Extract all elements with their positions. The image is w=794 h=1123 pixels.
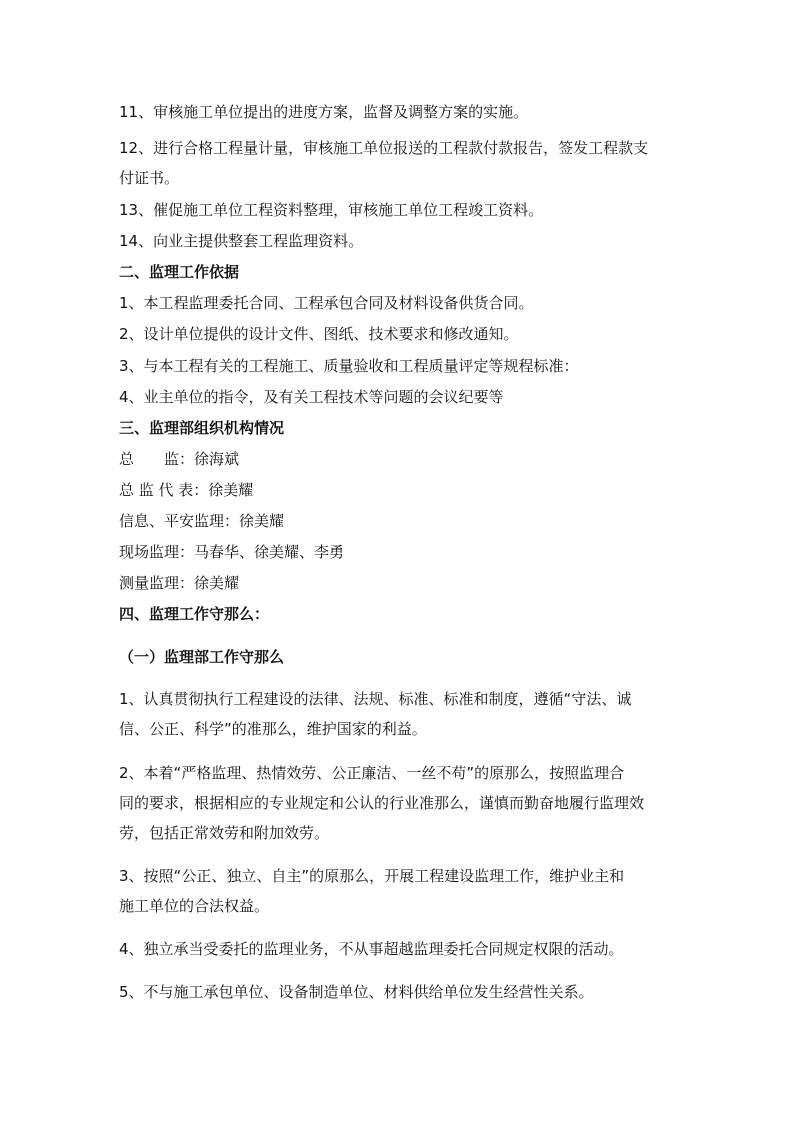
text-line: 3、按照“公正、独立、自主”的原那么，开展工程建设监理工作，维护业主和 (119, 867, 625, 885)
text-line: 施工单位的合法权益。 (119, 897, 270, 915)
text-line: 12、进行合格工程量计量，审核施工单位报送的工程款付款报告，签发工程款支 (119, 139, 649, 157)
text-line: 2、设计单位提供的设计文件、图纸、技术要求和修改通知。 (119, 325, 519, 343)
text-line: 5、不与施工承包单位、设备制造单位、材料供给单位发生经营性关系。 (119, 983, 594, 1001)
subsection-heading: （一）监理部工作守那么 (119, 648, 285, 666)
text-line: 3、与本工程有关的工程施工、质量验收和工程质量评定等规程标准： (119, 357, 579, 375)
staff-line-info-safety: 信息、平安监理：徐美耀 (119, 512, 285, 530)
section-heading: 二、监理工作依据 (119, 263, 240, 281)
text-line: 4、业主单位的指令，及有关工程技术等问题的会议纪要等 (119, 388, 504, 406)
staff-line-site: 现场监理：马春华、徐美耀、李勇 (119, 543, 345, 561)
text-line: 劳，包括正常效劳和附加效劳。 (119, 824, 330, 842)
text-line: 付证书。 (119, 169, 180, 187)
text-line: 1、本工程监理委托合同、工程承包合同及材料设备供货合同。 (119, 294, 534, 312)
text-line: 2、本着“严格监理、热情效劳、公正廉洁、一丝不苟”的原那么，按照监理合 (119, 764, 625, 782)
staff-line-deputy: 总 监 代 表：徐美耀 (119, 481, 254, 499)
section-heading: 四、监理工作守那么： (119, 605, 270, 623)
staff-line-chief: 总 监：徐海斌 (119, 450, 240, 468)
text-line: 1、认真贯彻执行工程建设的法律、法规、标准、标准和制度，遵循“守法、诚 (119, 690, 632, 708)
staff-line-survey: 测量监理：徐美耀 (119, 574, 240, 592)
text-line: 11、审核施工单位提出的进度方案，监督及调整方案的实施。 (119, 103, 529, 121)
text-line: 13、催促施工单位工程资料整理，审核施工单位工程竣工资料。 (119, 201, 544, 219)
text-line: 同的要求，根据相应的专业规定和公认的行业准那么，谨慎而勤奋地履行监理效 (119, 794, 645, 812)
text-line: 4、独立承当受委托的监理业务，不从事超越监理委托合同规定权限的活动。 (119, 940, 624, 958)
text-line: 14、向业主提供整套工程监理资料。 (119, 232, 364, 250)
section-heading: 三、监理部组织机构情况 (119, 419, 285, 437)
text-line: 信、公正、科学”的准那么，维护国家的利益。 (119, 720, 427, 738)
